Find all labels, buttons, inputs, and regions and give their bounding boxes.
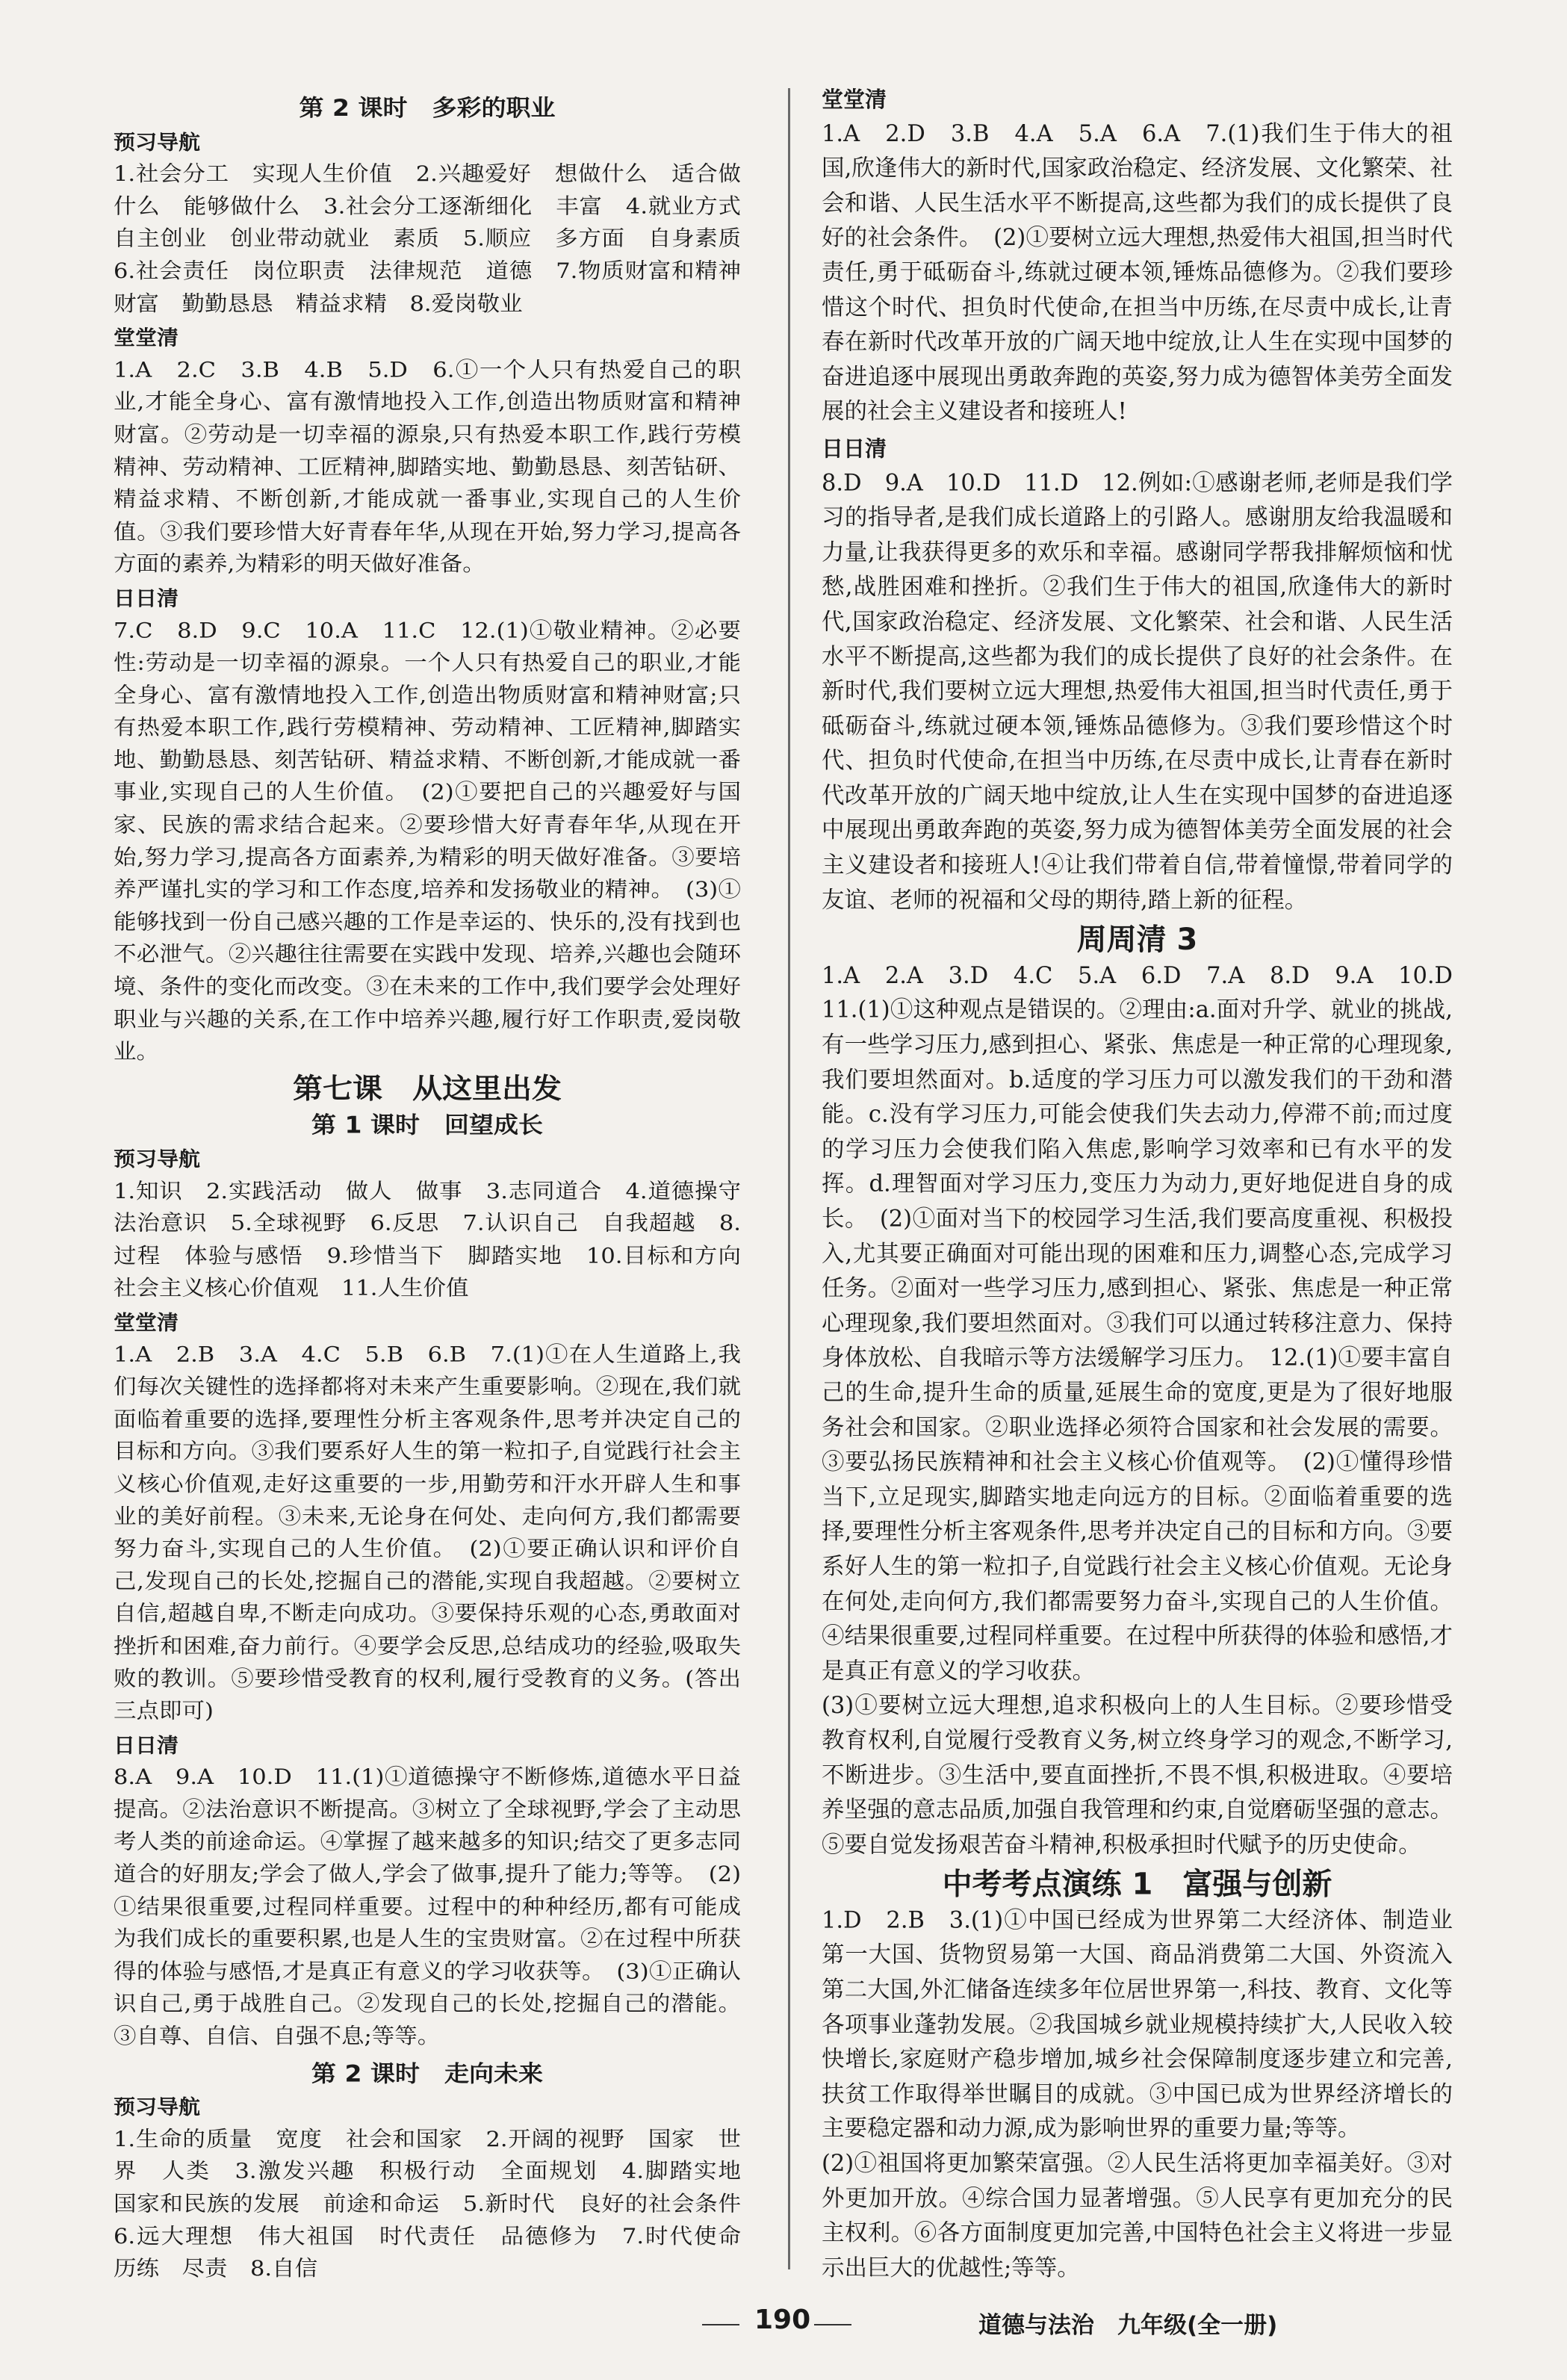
- answer-paragraph: 1.社会分工 实现人生价值 2.兴趣爱好 想做什么 适合做什么 能够做什么 3.社会分工逐渐细化 丰富 4.就业方式 自主创业 创业带动就业 素质 5.顺应 多方面 自身素质 6.社会责任 岗位职责 法律规范 道德 7.物质财富和精神财富 勤勤恳恳 精益求精 8.爱岗敬业: [114, 161, 764, 316]
- page-footer: [0, 2305, 1567, 2349]
- answer-paragraph: 1.知识 2.实践活动 做人 做事 3.志同道合 4.道德操守 法治意识 5.全球视野 6.反思 7.认识自己 自我超越 8.过程 体验与感悟 9.珍惜当下 脚踏实地 10.目标和方向 社会主义核心价值观 11.人生价值: [114, 1179, 764, 1301]
- section-subheading: 堂堂清: [822, 86, 887, 112]
- answer-paragraph: 1.生命的质量 宽度 社会和国家 2.开阔的视野 国家 世界 人类 3.激发兴趣 积极行动 全面规划 4.脚踏实地 国家和民族的发展 前途和命运 5.新时代 良好的社会条件 6.远大理想 伟大祖国 时代责任 品德修为 7.时代使命 历练 尽责 8.自信: [114, 2127, 764, 2281]
- answer-paragraph: 7.C 8.D 9.C 10.A 11.C 12.(1)①敬业精神。②必要性:劳动是一切幸福的源泉。一个人只有热爱自己的职业,才能全身心、富有激情地投入工作,创造出物质财富和精神财富;只有热爱本职工作,践行劳模精神、劳动精神、工匠精神,脚踏实地、勤勤恳恳、刻苦钻研、精益求精、不断创新,才能成就一番事业,实现自己的人生价值。 (2)①要把自己的兴趣爱好与国家、民族的需求结合起来。②要珍惜大好青春年华,从现在开始,努力学习,提高各方面素养,为精彩的明天做好准备。③要培养严谨扎实的学习和工作态度,培养和发扬敬业的精神。 (3)①能够找到一份自己感兴趣的工作是幸运的、快乐的,没有找到也不必泄气。②兴趣往往需要在实践中发现、培养,兴趣也会随环境、条件的变化而改变。③在未来的工作中,我们要学会处理好职业与兴趣的关系,在工作中培养兴趣,履行好工作职责,爱岗敬业。: [114, 618, 741, 1065]
- answer-paragraph: 1.D 2.B 3.(1)①中国已经成为世界第二大经济体、制造业第一大国、货物贸易第一大国、商品消费第二大国、外资流入第二大国,外汇储备连续多年位居世界第一,科技、教育、文化等各项事业蓬勃发展。②我国城乡就业规模持续扩大,人民收入较快增长,家庭财产稳步增加,城乡社会保障制度逐步建立和完善,扶贫工作取得举世瞩目的成就。③中国已成为世界经济增长的主要稳定器和动力源,成为影响世界的重要力量;等等。: [822, 1907, 1453, 2142]
- answer-paragraph: 1.A 2.A 3.D 4.C 5.A 6.D 7.A 8.D 9.A 10.D 11.(1)①这种观点是错误的。②理由:a.面对升学、就业的挑战,有一些学习压力,感到担心、紧张、焦虑是一种正常的心理现象,我们要坦然面对。b.适度的学习压力可以激发我们的干劲和潜能。c.没有学习压力,可能会使我们失去动力,停滞不前;而过度的学习压力会使我们陷入焦虑,影响学习效率和已有水平的发挥。d.理智面对学习压力,变压力为动力,更好地促进自身的成长。 (2)①面对当下的校园学习生活,我们要高度重视、积极投入,尤其要正确面对可能出现的困难和压力,调整心态,完成学习任务。②面对一些学习压力,感到担心、紧张、焦虑是一种正常心理现象,我们要坦然面对。③我们可以通过转移注意力、保持身体放松、自我暗示等方法缓解学习压力。 12.(1)①要丰富自己的生命,提升生命的质量,延展生命的宽度,更是为了很好地服务社会和国家。②职业选择必须符合国家和社会发展的需要。③要弘扬民族精神和社会主义核心价值观等。 (2)①懂得珍惜当下,立足现实,脚踏实地走向远方的目标。②面临着重要的选择,要理性分析主客观条件,思考并决定自己的目标和方向。③要系好人生的第一粒扣子,自觉践行社会主义核心价值观。无论身在何处,走向何方,我们都需要努力奋斗,实现自己的人生价值。④结果很重要,过程同样重要。在过程中所获得的体验和感悟,才是真正有意义的学习收获。: [822, 962, 1476, 1685]
- unit-heading: 周周清 3: [1076, 923, 1198, 958]
- section-subheading: 日日清: [822, 436, 887, 462]
- answer-paragraph: (2)①祖国将更加繁荣富强。②人民生活将更加幸福美好。③对外更加开放。④综合国力显著增强。⑤人民享有更加充分的民主权利。⑥各方面制度更加完善,中国特色社会主义将进一步显示出巨大的优越性;等等。: [822, 2151, 1453, 2281]
- section-subheading: 堂堂清: [114, 1310, 179, 1335]
- section-subheading: 堂堂清: [114, 326, 179, 350]
- column-divider: [788, 88, 790, 2269]
- footer-dash-left: [702, 2324, 739, 2325]
- unit-heading: 中考考点演练 1 富强与创新: [942, 1867, 1332, 1902]
- page-number: 190: [754, 2305, 811, 2335]
- right-column: [822, 81, 1476, 2286]
- lesson-heading: 第 2 课时 走向未来: [311, 2060, 543, 2087]
- answer-paragraph: 8.D 9.A 10.D 11.D 12.例如:①感谢老师,老师是我们学习的指导者,是我们成长道路上的引路人。感谢朋友给我温暖和力量,让我获得更多的欢乐和幸福。感谢同学帮我排解烦恼和忧愁,战胜困难和挫折。②我们生于伟大的祖国,欣逢伟大的新时代,国家政治稳定、经济发展、文化繁荣、社会和谐、人民生活水平不断提高,这些都为我们的成长提供了良好的社会条件。在新时代,我们要树立远大理想,热爱伟大祖国,担当时代责任,勇于砥砺奋斗,练就过硬本领,锤炼品德修为。③我们要珍惜这个时代、担负时代使命,在担当中历练,在尽责中成长,让青春在新时代改革开放的广阔天地中绽放,让人生在实现中国梦的奋进追逐中展现出勇敢奔跑的英姿,努力成为德智体美劳全面发展的社会主义建设者和接班人!④让我们带着自信,带着憧憬,带着同学的友谊、老师的祝福和父母的期待,踏上新的征程。: [822, 470, 1453, 914]
- book-title: 道德与法治 九年级(全一册): [978, 2312, 1278, 2339]
- answer-paragraph: 8.A 9.A 10.D 11.(1)①道德操守不断修炼,道德水平日益提高。②法治意识不断提高。③树立了全球视野,学会了主动思考人类的前途命运。④掌握了越来越多的知识;结交了更多志同道合的好朋友;学会了做人,学会了做事,提升了能力;等等。 (2)①结果很重要,过程同样重要。过程中的种种经历,都有可能成为我们成长的重要积累,也是人生的宝贵财富。②在过程中所获得的体验与感悟,才是真正有意义的学习收获等。 (3)①正确认识自己,勇于战胜自己。②发现自己的长处,挖掘自己的潜能。③自尊、自信、自强不息;等等。: [114, 1764, 741, 2049]
- left-column: [114, 88, 764, 2286]
- section-subheading: 预习导航: [114, 2095, 201, 2119]
- answer-paragraph: 1.A 2.C 3.B 4.B 5.D 6.①一个人只有热爱自己的职业,才能全身心、富有激情地投入工作,创造出物质财富和精神财富。②劳动是一切幸福的源泉,只有热爱本职工作,践行劳模精神、劳动精神、工匠精神,脚踏实地、勤勤恳恳、刻苦钻研、精益求精、不断创新,才能成就一番事业,实现自己的人生价值。③我们要珍惜大好青春年华,从现在开始,努力学习,提高各方面的素养,为精彩的明天做好准备。: [114, 358, 741, 577]
- section-subheading: 日日清: [114, 586, 179, 611]
- section-subheading: 预习导航: [114, 130, 201, 155]
- section-subheading: 日日清: [114, 1733, 179, 1758]
- section-subheading: 预习导航: [114, 1147, 201, 1171]
- answer-paragraph: (3)①要树立远大理想,追求积极向上的人生目标。②要珍惜受教育权利,自觉履行受教育义务,树立终身学习的观念,不断学习,不断进步。③生活中,要直面挫折,不畏不惧,积极进取。④要培养坚强的意志品质,加强自我管理和约束,自觉磨砺坚强的意志。⑤要自觉发扬艰苦奋斗精神,积极承担时代赋予的历史使命。: [822, 1693, 1453, 1859]
- lesson-heading: 第 1 课时 回望成长: [311, 1111, 543, 1139]
- answer-paragraph: 1.A 2.D 3.B 4.A 5.A 6.A 7.(1)我们生于伟大的祖国,欣逢伟大的新时代,国家政治稳定、经济发展、文化繁荣、社会和谐、人民生活水平不断提高,这些都为我们的成长提供了良好的社会条件。 (2)①要树立远大理想,热爱伟大祖国,担当时代责任,勇于砥砺奋斗,练就过硬本领,锤炼品德修为。②我们要珍惜这个时代、担负时代使命,在担当中历练,在尽责中成长,让青春在新时代改革开放的广阔天地中绽放,让人生在实现中国梦的奋进追逐中展现出勇敢奔跑的英姿,努力成为德智体美劳全面发展的社会主义建设者和接班人!: [822, 120, 1453, 425]
- lesson-heading: 第 2 课时 多彩的职业: [299, 94, 556, 122]
- answer-paragraph: 1.A 2.B 3.A 4.C 5.B 6.B 7.(1)①在人生道路上,我们每次关键性的选择都将对未来产生重要影响。②现在,我们就面临着重要的选择,要理性分析主客观条件,思考并决定自己的目标和方向。③我们要系好人生的第一粒扣子,自觉践行社会主义核心价值观,走好这重要的一步,用勤劳和汗水开辟人生和事业的美好前程。③未来,无论身在何处、走向何方,我们都需要努力奋斗,实现自己的人生价值。 (2)①要正确认识和评价自己,发现自己的长处,挖掘自己的潜能,实现自我超越。②要树立自信,超越自卑,不断走向成功。③要保持乐观的心态,勇敢面对挫折和困难,奋力前行。④要学会反思,总结成功的经验,吸取失败的教训。⑤要珍惜受教育的权利,履行受教育的义务。(答出三点即可): [114, 1342, 741, 1723]
- unit-heading: 第七课 从这里出发: [293, 1073, 562, 1105]
- footer-dash-right: [814, 2324, 851, 2325]
